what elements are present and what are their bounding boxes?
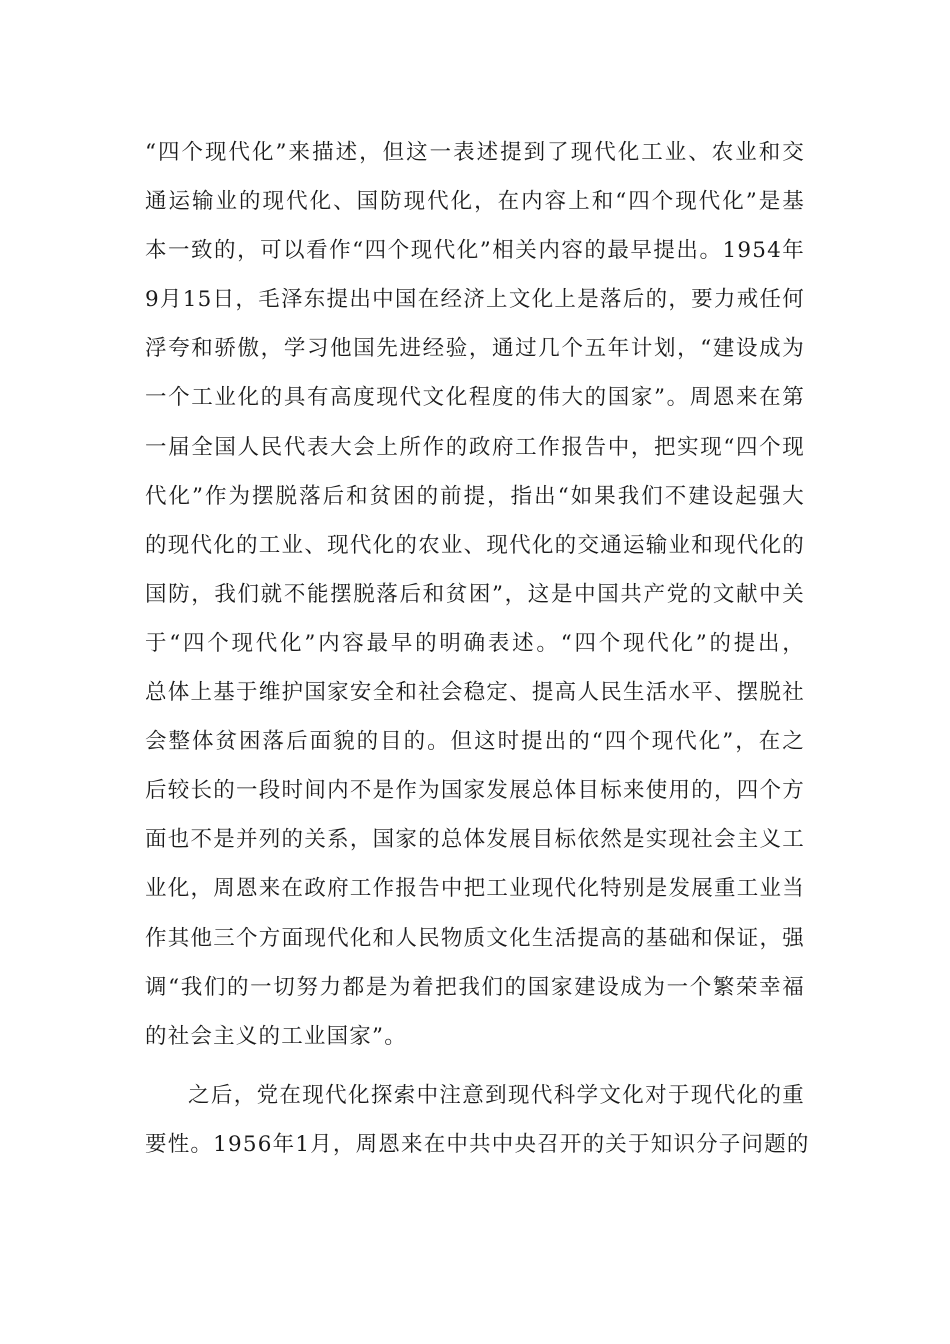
text-line: 9月15日，毛泽东提出中国在经济上文化上是落后的，要力戒任何 <box>145 287 805 313</box>
text-line: 后较长的一段时间内不是作为国家发展总体目标来使用的，四个方 <box>145 778 805 804</box>
text-line: 会整体贫困落后面貌的目的。但这时提出的“四个现代化”，在之 <box>145 729 805 755</box>
text-line: 国防，我们就不能摆脱落后和贫困”，这是中国共产党的文献中关 <box>145 581 805 607</box>
body-text <box>145 128 810 1169</box>
text-line: 通运输业的现代化、国防现代化，在内容上和“四个现代化”是基 <box>145 189 805 215</box>
text-line: 一届全国人民代表大会上所作的政府工作报告中，把实现“四个现 <box>145 434 805 460</box>
text-line: 之后，党在现代化探索中注意到现代科学文化对于现代化的重 <box>188 1082 805 1108</box>
text-line: 于“四个现代化”内容最早的明确表述。“四个现代化”的提出， <box>145 630 805 656</box>
text-line: 本一致的，可以看作“四个现代化”相关内容的最早提出。1954年 <box>145 238 805 264</box>
text-line: 总体上基于维护国家安全和社会稳定、提高人民生活水平、摆脱社 <box>145 680 805 706</box>
text-line: 作其他三个方面现代化和人民物质文化生活提高的基础和保证，强 <box>145 925 805 951</box>
text-line: 的现代化的工业、现代化的农业、现代化的交通运输业和现代化的 <box>145 532 805 558</box>
paragraph <box>145 128 805 1061</box>
text-line: 调“我们的一切努力都是为着把我们的国家建设成为一个繁荣幸福 <box>145 974 805 1000</box>
text-line: 一个工业化的具有高度现代文化程度的伟大的国家”。周恩来在第 <box>145 385 805 411</box>
paragraph-gap <box>145 1061 805 1071</box>
text-line: 面也不是并列的关系，国家的总体发展目标依然是实现社会主义工 <box>145 827 805 853</box>
text-line: “四个现代化”来描述，但这一表述提到了现代化工业、农业和交 <box>145 140 805 165</box>
text-line: 浮夸和骄傲，学习他国先进经验，通过几个五年计划，“建设成为 <box>145 336 805 362</box>
text-line: 的社会主义的工业国家”。 <box>145 1023 407 1049</box>
text-line: 要性。1956年1月，周恩来在中共中央召开的关于知识分子问题的 <box>145 1131 810 1157</box>
text-line: 代化”作为摆脱落后和贫困的前提，指出“如果我们不建设起强大 <box>145 483 805 509</box>
paragraph <box>145 1071 810 1169</box>
text-line: 业化，周恩来在政府工作报告中把工业现代化特别是发展重工业当 <box>145 876 805 902</box>
